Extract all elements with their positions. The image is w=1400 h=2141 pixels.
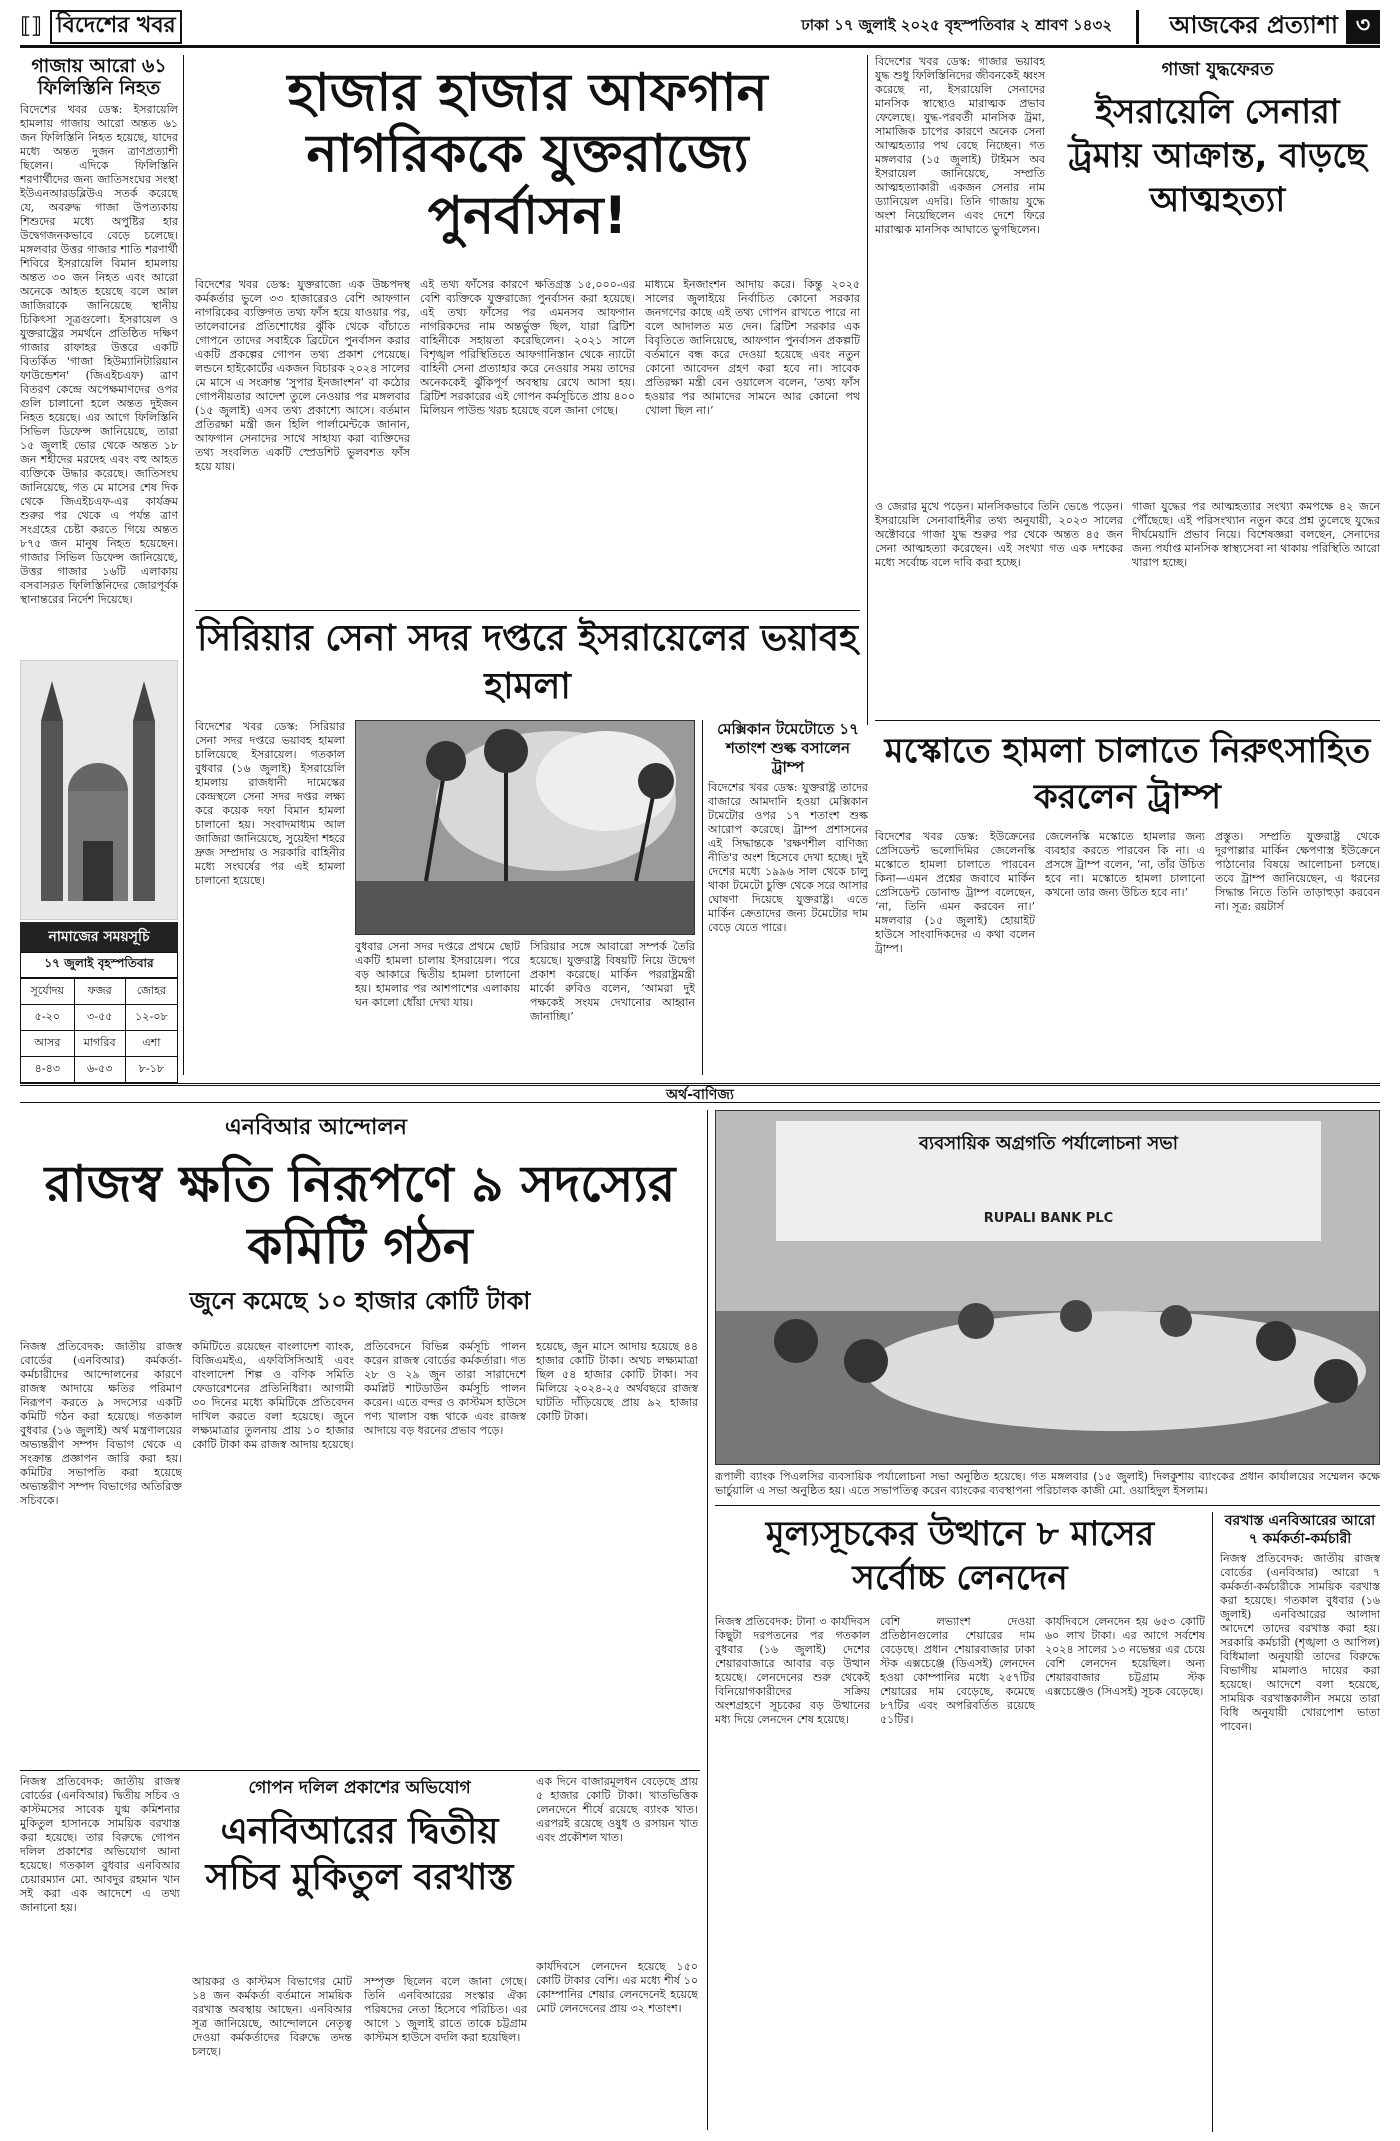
photo-banner: ব্যবসায়িক অগ্রগতি পর্যালোচনা সভা bbox=[919, 1133, 1178, 1154]
moscow-col2: জেলেনস্কি মস্কোতে হামলার জন্য ব্যবহার করতে পারবেন কি না। এ প্রসঙ্গে ট্রাম্প বলেন, ‘না, তাঁর উচিত হবে না। মস্কোতে হামলা চালানো কখনো তার জন্য উচিত হবে না।’ bbox=[1045, 830, 1205, 899]
soldiers-col1: ও জেরার মুখে পড়েন। মানসিকভাবে তিনি ভেঙে পড়েন। ইসরায়েলি সেনাবাহিনীর তথ্য অনুযায়ী, ২০২৩ সালের অক্টোবরে গাজা যুদ্ধ শুরুর পর থেকে অন্তত ৪৫ জন সেনা আত্মহত্যা করেছেন। এই সংখ্যা গত এক দশকের মধ্যে সর্বোচ্চ বলে দাবি করা হচ্ছে। bbox=[875, 500, 1123, 569]
secretary-col5: কার্যদিবসে লেনদেন হয়েছে ১৫০ কোটি টাকার বেশি। এর মধ্যে শীর্ষ ১০ কোম্পানির শেয়ার লেনদেনেই হয়েছে মোট লেনদেনের প্রায় ৩২ শতাংশ। bbox=[536, 1960, 698, 2015]
moscow-article bbox=[875, 728, 1380, 820]
soldiers-kicker: গাজা যুদ্ধফেরত bbox=[1161, 59, 1274, 80]
nbr-col3: প্রতিবেদনে বিভিন্ন কর্মসূচি পালন করেন রাজস্ব বোর্ডের কর্মকর্তারা। গত ২৮ ও ২৯ জুন তারা সারাদেশে কমপ্লিট শাটডাউন কর্মসূচি পালন করেন। এতে বন্দর ও কাস্টমস হাউসে পণ্য খালাস বন্ধ থাকে এবং রাজস্ব আদায়ে বড় ধরনের প্রভাব পড়ে। bbox=[364, 1340, 526, 1437]
secretary-headline: এনবিআরের দ্বিতীয় সচিব মুকিতুল বরখাস্ত bbox=[205, 1811, 514, 1898]
page-number: ৩ bbox=[1346, 10, 1380, 44]
secretary-col3: সম্পৃক্ত ছিলেন বলে জানা গেছে। তিনি এনবিআরের সংস্কার ঐক্য পরিষদের নেতা হিসেবে পরিচিত। এর আগে ১ জুলাই রাতে তাকে চট্টগ্রাম কাস্টমস হাউসে বদলি করা হয়েছিল। bbox=[364, 1975, 527, 2044]
afghan-headline: হাজার হাজার আফগান নাগরিককে যুক্তরাজ্যে পুনর্বাসন! bbox=[287, 63, 768, 246]
nbr-subhead: জুনে কমেছে ১০ হাজার কোটি টাকা bbox=[189, 1287, 531, 1315]
mexico-body: বিদেশের খবর ডেস্ক: যুক্তরাষ্ট্র তাদের বাজারে আমদানি হওয়া মেক্সিকান টমেটোর ওপর ১৭ শতাংশ শুল্ক আরোপ করেছে। ট্রাম্প প্রশাসনের এই সিদ্ধান্তকে 'রক্ষণশীল বাণিজ্য নীতি'র অংশ হিসেবে দেখা হচ্ছে। দুই দেশের মধ্যে ১৯৯৬ সাল থেকে চালু থাকা টমেটো চুক্তি থেকে সরে আসার ঘোষণা দিয়েছে যুক্তরাষ্ট্র। এতে মার্কিন ক্রেতাদের জন্য টমেটোর দাম বেড়ে যেতে পারে। bbox=[708, 781, 868, 934]
gaza-body: বিদেশের খবর ডেস্ক: ইসরায়েলি হামলায় গাজায় আরো অন্তত ৬১ জন ফিলিস্তিনি নিহত হয়েছে, যাদের মধ্যে অন্তত দুজন ত্রাণপ্রত্যাশী ছিলেন। এদিকে ফিলিস্তিনি শরণার্থীদের জন্য জাতিসংঘের সংস্থা ইউএনআরডব্লিউএ সতর্ক করেছে যে, অবরুদ্ধ গাজা উপত্যকায় শিশুদের মধ্যে অপুষ্টির হার উদ্বেগজনকভাবে বেড়ে চলেছে। মঙ্গলবার উত্তর গাজার শাতি শরণার্থী শিবিরে ইসরায়েলি বিমান হামলায় অন্তত ৩০ জন নিহত এবং আরো অনেকে আহত হয়েছে বলে আল জাজিরাকে জানিয়েছে স্থানীয় চিকিৎসা সূত্রগুলো। ইসরায়েল ও যুক্তরাষ্ট্রের সমর্থনে প্রতিষ্ঠিত দক্ষিণ গাজার রাফাহর উত্তরে একটি বিতর্কিত 'গাজা হিউম্যানিটারিয়ান ফাউন্ডেশন' (জিএইচএফ) ত্রাণ বিতরণ কেন্দ্রে অপেক্ষমাণদের ওপর গুলি চালানো হলে অন্তত দুইজন নিহত হয়েছে। এর আগে ফিলিস্তিনি সিভিল ডিফেন্স জানিয়েছে, তারা ১৫ জুলাই ভোর থেকে অন্তত ১৮ জন শহীদের মরদেহ এবং বহু আহত ব্যক্তিকে উদ্ধার করেছে। জাতিসংঘ জানিয়েছে, গত মে মাসের শেষ দিক থেকে জিএইচএফ-এর কার্যক্রম শুরুর পর থেকে এ পর্যন্ত ত্রাণ সংগ্রহের চেষ্টা করতে গিয়ে অন্তত ৮৭৫ জন মানুষ নিহত হয়েছেন। গাজার সিভিল ডিফেন্স জানিয়েছে, উত্তর গাজার ১৬টি এলাকায় বসবাসরত ফিলিস্তিনিদের জোরপূর্বক স্থানান্তরের নির্দেশ দিয়েছে। bbox=[20, 103, 178, 606]
nbr-headline: রাজস্ব ক্ষতি নিরূপণে ৯ সদস্যের কমিটি গঠন bbox=[44, 1155, 676, 1275]
syria-col3: সিরিয়ার সঙ্গে আবারো সম্পর্ক তৈরি হয়েছে। যুক্তরাষ্ট্র বিষয়টি নিয়ে উদ্বেগ প্রকাশ করেছে। মার্কিন পররাষ্ট্রমন্ত্রী মার্কো রুবিও বলেন, ‘আমরা দুই পক্ষকেই সংযম দেখানোর আহ্বান জানাচ্ছি।’ bbox=[530, 940, 695, 1023]
syria-article bbox=[195, 615, 860, 711]
secretary-col2: আয়কর ও কাস্টমস বিভাগের মোট ১৪ জন কর্মকর্তা বর্তমানে সাময়িক বরখাস্ত অবস্থায় আছেন। এনবিআর সূত্র জানিয়েছে, আন্দোলনে নেতৃত্ব দেওয়া কর্মকর্তাদের বিরুদ্ধে তদন্ত চলছে। bbox=[192, 1975, 352, 2058]
index-col1: নিজস্ব প্রতিবেদক: টানা ৩ কার্যদিবস কিছুটা দরপতনের পর গতকাল বুধবার (১৬ জুলাই) দেশের শেয়ারবাজারে আবার বড় উত্থান হয়েছে। লেনদেনের শুরু থেকেই বিনিয়োগকারীদের সক্রিয় অংশগ্রহণে সূচকের বড় উত্থানের মধ্য দিয়ে লেনদেন শেষ হয়েছে। bbox=[715, 1615, 870, 1726]
prayer-times bbox=[20, 922, 178, 1083]
afghan-col2: এই তথ্য ফাঁসের কারণে ক্ষতিগ্রস্ত ১৫,০০০-এর বেশি ব্যক্তিকে যুক্তরাজ্যে পুনর্বাসন করা হয়েছে। এই তথ্য ফাঁসের পর এমনসব আফগান নাগরিকদের নাম অন্তর্ভুক্ত ছিল, যারা ব্রিটিশ বাহিনীকে সহায়তা করেছিলেন। ২০২১ সালে বিশৃঙ্খল পরিস্থিতিতে আফগানিস্তান থেকে ন্যাটো বাহিনী সেনা প্রত্যাহার করে নেওয়ার সময় তাদের অনেককেই ঝুঁকিপূর্ণ অবস্থায় রেখে আসা হয়। ব্রিটিশ সরকারের এই গোপন কর্মসূচিতে প্রায় ৪০০ মিলিয়ন পাউন্ড খরচ হয়েছে বলে জানা গেছে। bbox=[420, 278, 635, 417]
dateline: ঢাকা ১৭ জুলাই ২০২৫ বৃহস্পতিবার ২ শ্রাবণ ১৪৩২ bbox=[801, 16, 1112, 34]
soldiers-left-col: বিদেশের খবর ডেস্ক: গাজার ভয়াবহ যুদ্ধ শুধু ফিলিস্তিনিদের জীবনকেই ধ্বংস করেছে না, ইসরায়েলি সেনাদের মানসিক স্বাস্থ্যেও মারাত্মক প্রভাব ফেলেছে। যুদ্ধ-পরবর্তী মানসিক ট্রমা, সামাজিক চাপের কারণে অনেক সেনা আত্মহত্যার পথ বেছে নিচ্ছেন। গত মঙ্গলবার (১৫ জুলাই) টাইমস অব ইসরায়েল জানিয়েছে, সম্প্রতি আত্মহত্যাকারী একজন সেনার নাম ড্যানিয়েল এদরি। তিনি গাজায় যুদ্ধে অংশ নিয়েছিলেন এবং দেশে ফিরে মারাত্মক মানসিক আঘাতে ভুগছিলেন। bbox=[875, 55, 1045, 236]
economy-section-strip: অর্থ-বাণিজ্য bbox=[20, 1083, 1380, 1103]
syria-headline: সিরিয়ার সেনা সদর দপ্তরে ইসরায়েলের ভয়াবহ হামলা bbox=[197, 618, 858, 707]
mexico-headline: মেক্সিকান টমেটোতে ১৭ শতাংশ শুল্ক বসালেন ট্রাম্প bbox=[717, 720, 859, 776]
photo-bank-name: RUPALI BANK PLC bbox=[983, 1211, 1114, 1226]
photo-caption: রূপালী ব্যাংক পিএলসির ব্যবসায়িক পর্যালোচনা সভা অনুষ্ঠিত হয়েছে। গত মঙ্গলবার (১৫ জুলাই) দিলকুশায় ব্যাংকের প্রধান কার্যালয়ের সম্মেলন কক্ষে ভার্চুয়ালি এ সভা অনুষ্ঠিত হয়। এতে সভাপতিত্ব করেন ব্যাংকের ব্যবস্থাপনা পরিচালক কাজী মো. ওয়াহিদুল ইসলাম। bbox=[715, 1470, 1380, 1497]
index-col3: কার্যদিবসে লেনদেন হয় ৬৫৩ কোটি ৬০ লাখ টাকা। এর আগে সর্বশেষ ২০২৪ সালের ১৩ নভেম্বর এর চেয়ে বেশি লেনদেন হয়েছিল। অন্য শেয়ারবাজার চট্টগ্রাম স্টক এক্সচেঞ্জেও (সিএসই) সূচক বেড়েছে। bbox=[1045, 1615, 1205, 1698]
index-article bbox=[715, 1512, 1205, 1600]
syria-col2: বুধবার সেনা সদর দপ্তরে প্রথমে ছোট একটি হামলা চালায় ইসরায়েল। পরে বড় আকারে দ্বিতীয় হামলা চালানো হয়। হামলার পর আশপাশের এলাকায় ঘন কালো ধোঁয়া দেখা যায়। bbox=[355, 940, 520, 1009]
gaza-article bbox=[20, 55, 178, 643]
sacked-body: নিজস্ব প্রতিবেদক: জাতীয় রাজস্ব বোর্ডের (এনবিআর) আরো ৭ কর্মকর্তা-কর্মচারীকে সাময়িক বরখাস্ত করা হয়েছে। গতকাল বুধবার (১৬ জুলাই) এনবিআরের আলাদা আদেশে তাদের বরখাস্ত করা হয়। সরকারি কর্মচারী (শৃঙ্খলা ও আপিল) বিধিমালা অনুযায়ী তাদের বিরুদ্ধে বিভাগীয় মামলাও দায়ের করা হয়েছে। আদেশে বলা হয়েছে, সাময়িক বরখাস্তকালীন সময়ে তারা বিধি অনুযায়ী খোরপোশ ভাতা পাবেন। bbox=[1220, 1552, 1380, 1733]
nbr-col2: কমিটিতে রয়েছেন বাংলাদেশ ব্যাংক, বিজিএমইএ, এফবিসিসিআই এবং বাংলাদেশ শিল্প ও বণিক সমিতি ফেডারেশনের প্রতিনিধিরা। আগামী ৩০ দিনের মধ্যে কমিটিকে প্রতিবেদন দাখিল করতে বলা হয়েছে। জুনে লক্ষ্যমাত্রার তুলনায় প্রায় ১০ হাজার কোটি টাকা কম রাজস্ব আদায় হয়েছে। bbox=[192, 1340, 354, 1451]
secretary-col4: এক দিনে বাজারমূলধন বেড়েছে প্রায় ৫ হাজার কোটি টাকা। খাতভিত্তিক লেনদেনে শীর্ষে রয়েছে ব্যাংক খাত। এরপরই রয়েছে ওষুধ ও রসায়ন খাত এবং প্রকৌশল খাত। bbox=[536, 1775, 698, 1844]
syria-body: বিদেশের খবর ডেস্ক: সিরিয়ার সেনা সদর দপ্তরে ভয়াবহ হামলা চালিয়েছে ইসরায়েল। গতকাল বুধবার (১৬ জুলাই) ইসরায়েলি হামলায় রাজধানী দামেস্কের কেন্দ্রস্থলে সেনা সদর দপ্তর লক্ষ্য করে কয়েক দফা বিমান হামলা চালানো হয়। সংবাদমাধ্যম আল জাজিরা জানিয়েছে, সুয়েইদা শহরে দ্রুজ সম্প্রদায় ও সরকারি বাহিনীর মধ্যে সংঘর্ষের পর এই হামলা চালানো হয়েছে। bbox=[195, 720, 345, 887]
section-title: বিদেশের খবর bbox=[50, 10, 182, 44]
soldiers-col2: গাজা যুদ্ধের পর আত্মহত্যার সংখ্যা কমপক্ষে ৪২ জনে পৌঁছেছে। এই পরিসংখ্যান নতুন করে প্রশ্ন তুলেছে যুদ্ধের দীর্ঘমেয়াদি প্রভাব নিয়ে। বিশেষজ্ঞরা বলছেন, সেনাদের জন্য পর্যাপ্ত মানসিক স্বাস্থ্যসেবা না থাকায় পরিস্থিতি আরো খারাপ হচ্ছে। bbox=[1132, 500, 1380, 569]
index-col2: বেশি লভ্যাংশ দেওয়া প্রতিষ্ঠানগুলোর শেয়ারের দাম বেড়েছে। প্রধান শেয়ারবাজার ঢাকা স্টক এক্সচেঞ্জে (ডিএসই) লেনদেন হওয়া কোম্পানির মধ্যে ২৫৭টির শেয়ারের দাম বেড়েছে, কমেছে ৮৭টির এবং অপরিবর্তিত রয়েছে ৫১টির। bbox=[880, 1615, 1035, 1726]
prayer-table: সূর্যোদয় ফজর জোহর ৫-২০ ৩-৫৫ ১২-০৮ আসর মাগরিব এশা ৪-৪৩ ৬-৫৩ ৮-১৮ bbox=[20, 978, 178, 1083]
soldiers-article bbox=[1055, 55, 1380, 222]
masthead bbox=[20, 8, 1380, 48]
syria-photo bbox=[355, 720, 695, 935]
moscow-col3: প্রস্তুত। সম্প্রতি যুক্তরাষ্ট্র থেকে দূরপাল্লার মার্কিন ক্ষেপণাস্ত্র ইউক্রেনে পাঠানোর বিষয়ে আলোচনা চলছে। তবে ট্রাম্প জানিয়েছেন, এ ধরনের সিদ্ধান্ত নিতে তিনি তাড়াহুড়া করবেন না। সূত্র: রয়টার্স bbox=[1215, 830, 1380, 913]
rupali-bank-meeting-photo bbox=[715, 1110, 1380, 1465]
afghan-article bbox=[195, 55, 860, 255]
mexico-article bbox=[708, 720, 868, 1071]
secretary-kicker: গোপন দলিল প্রকাশের অভিযোগ bbox=[248, 1778, 471, 1798]
secretary-article bbox=[192, 1775, 527, 1901]
prayer-label: নামাজের সময়সূচি bbox=[20, 922, 178, 952]
gaza-headline: গাজায় আরো ৬১ ফিলিস্তিনি নিহত bbox=[31, 55, 167, 99]
prayer-date: ১৭ জুলাই বৃহস্পতিবার bbox=[20, 952, 178, 978]
mosque-image bbox=[20, 660, 178, 920]
nbr-article bbox=[20, 1110, 700, 1323]
corner-glyph-icon: ⟦⟧ bbox=[20, 14, 42, 39]
moscow-col1: বিদেশের খবর ডেস্ক: ইউক্রেনের প্রেসিডেন্ট ভলোদিমির জেলেনস্কি মস্কোতে হামলা চালাতে পারবেন কিনা—এমন প্রশ্নের জবাবে মার্কিন প্রেসিডেন্ট ডোনাল্ড ট্রাম্প বলেছেন, ‘না, তিনি এমন করবেন না।’ মঙ্গলবার (১৫ জুলাই) হোয়াইট হাউসে সাংবাদিকদের এ কথা বলেন ট্রাম্প। bbox=[875, 830, 1035, 955]
sacked-article bbox=[1220, 1512, 1380, 2122]
afghan-col1: বিদেশের খবর ডেস্ক: যুক্তরাজ্যে এক উচ্চপদস্থ কর্মকর্তার ভুলে ৩৩ হাজারেরও বেশি আফগান নাগরিকের ব্যক্তিগত তথ্য ফাঁস হয়ে যাওয়ার পর, তালেবানের প্রতিশোধের ঝুঁকি থেকে বাঁচাতে গোপনে তাদের সবাইকে ব্রিটেনে পুনর্বাসন করার একটি প্রকল্পের গোপন তথ্য প্রকাশ পেয়েছে। লন্ডনে হাইকোর্টের একজন বিচারক ২০২৪ সালের মে মাসে এ সংক্রান্ত ‘সুপার ইনজাংশন’ বা কঠোর গোপনীয়তার আদেশ তুলে নেওয়ার পর মঙ্গলবার (১৫ জুলাই) এসব তথ্য প্রকাশ্যে আসে। বর্তমান প্রতিরক্ষা মন্ত্রী জন হিলি পার্লামেন্টকে জানান, আফগান সেনাদের সাথে সাহায্য করা ব্যক্তিদের তথ্য সংবলিত একটি স্প্রেডশিট ভুলবশত ফাঁস হয়ে যায়। bbox=[195, 278, 410, 473]
nbr-kicker: এনবিআর আন্দোলন bbox=[225, 1115, 407, 1140]
index-headline: মূল্যসূচকের উত্থানে ৮ মাসের সর্বোচ্চ লেনদেন bbox=[765, 1514, 1155, 1598]
afghan-col3: মাধ্যমে ইনজাংশন আদায় করে। কিন্তু ২০২৫ সালের জুলাইয়ে নির্বাচিত কোনো সরকার জনগণের কাছে এই তথ্য গোপন রাখতে পারে না বলে আদালত মত দেন। ব্রিটিশ সরকার এক বিবৃতিতে জানিয়েছে, আফগান পুনর্বাসন প্রকল্পটি বর্তমানে বন্ধ করে দেওয়া হয়েছে এবং নতুন কোনো আবেদন গ্রহণ করা হবে না। সাবেক প্রতিরক্ষা মন্ত্রী বেন ওয়ালেস বলেন, ‘তথ্য ফাঁস হওয়ার পর আমাদের সামনে আর কোনো পথ খোলা ছিল না।’ bbox=[645, 278, 860, 417]
nbr-col4: হয়েছে, জুন মাসে আদায় হয়েছে ৪৪ হাজার কোটি টাকা। অথচ লক্ষ্যমাত্রা ছিল ৫৪ হাজার কোটি টাকা। সব মিলিয়ে ২০২৪-২৫ অর্থবছরে রাজস্ব ঘাটতি দাঁড়িয়েছে প্রায় ৯২ হাজার কোটি টাকা। bbox=[536, 1340, 698, 1423]
nbr-col1: নিজস্ব প্রতিবেদক: জাতীয় রাজস্ব বোর্ডের (এনবিআর) কর্মকর্তা-কর্মচারীদের আন্দোলনের কারণে রাজস্ব আদায়ে ক্ষতির পরিমাণ নিরূপণ করতে ৯ সদস্যের একটি কমিটি গঠন করা হয়েছে। গতকাল বুধবার (১৬ জুলাই) অর্থ মন্ত্রণালয়ের অভ্যন্তরীণ সম্পদ বিভাগ থেকে এ সংক্রান্ত প্রজ্ঞাপন জারি করা হয়। কমিটির সভাপতি করা হয়েছে অভ্যন্তরীণ সম্পদ বিভাগের অতিরিক্ত সচিবকে। bbox=[20, 1340, 182, 1507]
brand-logo: আজকের প্রত্যাশা bbox=[1136, 10, 1346, 44]
moscow-headline: মস্কোতে হামলা চালাতে নিরুৎসাহিত করলেন ট্রাম্প bbox=[884, 731, 1371, 817]
soldiers-headline: ইসরায়েলি সেনারা ট্রমায় আক্রান্ত, বাড়ছে আত্মহত্যা bbox=[1068, 92, 1367, 220]
secretary-col1: নিজস্ব প্রতিবেদক: জাতীয় রাজস্ব বোর্ডের (এনবিআর) দ্বিতীয় সচিব ও কাস্টমসের সাবেক যুগ্ম কমিশনার মুকিতুল হাসানকে সাময়িক বরখাস্ত করা হয়েছে। তার বিরুদ্ধে গোপন দলিল প্রকাশের অভিযোগ আনা হয়েছে। গতকাল বুধবার এনবিআর চেয়ারম্যান মো. আবদুর রহমান খান সই করা এক আদেশে এ তথ্য জানানো হয়। bbox=[20, 1775, 180, 1914]
sacked-headline: বরখাস্ত এনবিআরের আরো ৭ কর্মকর্তা-কর্মচারী bbox=[1224, 1513, 1376, 1547]
